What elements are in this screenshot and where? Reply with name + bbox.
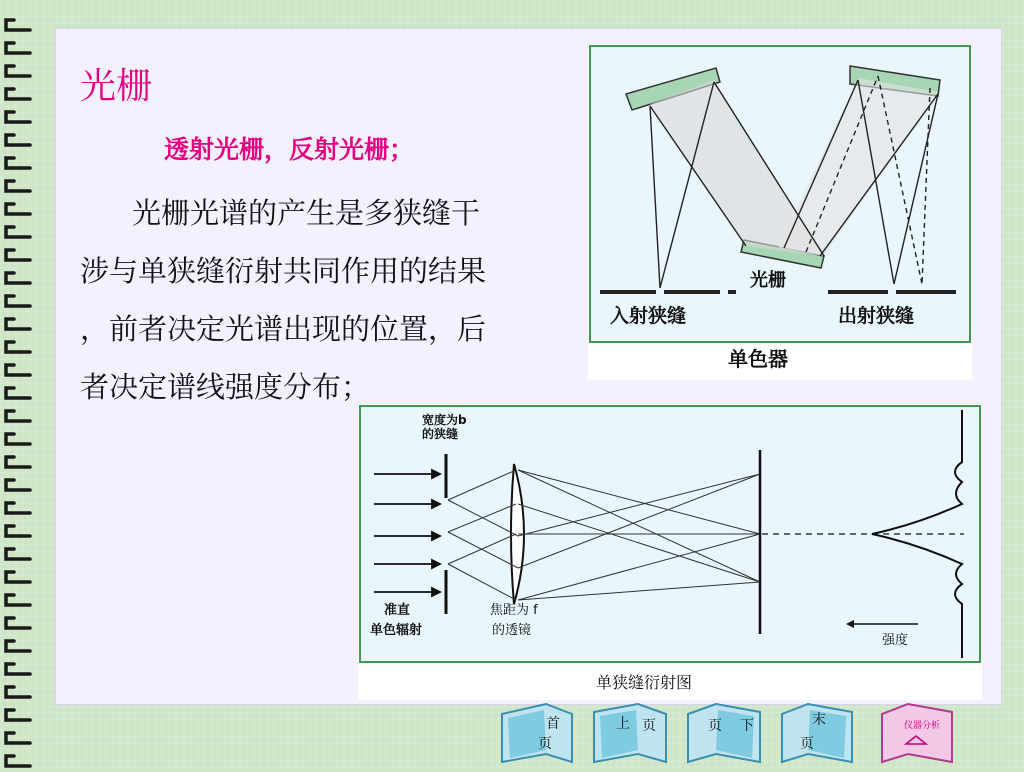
grating-label: 光栅	[750, 270, 786, 291]
binding-ring	[6, 618, 30, 628]
entrance-slit-label: 入射狭缝	[610, 305, 687, 327]
svg-text:页: 页	[800, 736, 814, 752]
binding-ring	[6, 549, 30, 559]
binding-ring	[6, 756, 30, 766]
body-line: 涉与单狭缝衍射共同作用的结果	[80, 254, 487, 288]
intensity-label: 强度	[882, 633, 909, 648]
svg-text:页: 页	[708, 718, 722, 734]
binding-ring	[6, 480, 30, 490]
body-line: 光栅光谱的产生是多狭缝干	[132, 196, 481, 230]
binding-ring	[6, 595, 30, 605]
slit-label: 宽度为b	[422, 413, 467, 427]
monochromator-diagram	[588, 44, 972, 380]
svg-text:页: 页	[538, 736, 552, 752]
binding-ring	[6, 273, 30, 283]
binding-ring	[6, 411, 30, 421]
binding-ring	[6, 641, 30, 651]
binding-ring	[6, 526, 30, 536]
slide-subtitle: 透射光栅，反射光栅；	[164, 135, 415, 164]
binding-ring	[6, 710, 30, 720]
next-page-button[interactable]	[688, 704, 760, 762]
binding-ring	[6, 204, 30, 214]
binding-ring	[6, 664, 30, 674]
binding-ring	[6, 365, 30, 375]
binding-ring	[6, 733, 30, 743]
slit-label: 的狭缝	[422, 427, 459, 441]
binding-ring	[6, 227, 30, 237]
body-line: 者决定谱线强度分布；	[80, 370, 371, 404]
exit-slit-label: 出射狭缝	[838, 305, 915, 327]
binding-ring	[6, 687, 30, 697]
source-label: 准直	[384, 603, 411, 618]
body-paragraph	[80, 184, 560, 416]
source-label: 单色辐射	[370, 623, 423, 638]
diffraction-figure	[358, 404, 982, 700]
svg-text:仪器分析: 仪器分析	[904, 721, 941, 731]
binding-ring	[6, 342, 30, 352]
binding-ring	[6, 89, 30, 99]
svg-text:末: 末	[812, 712, 826, 728]
binding-ring	[6, 319, 30, 329]
lens-label: 的透镜	[492, 623, 532, 638]
monochromator-figure	[588, 44, 972, 380]
diffraction-diagram	[358, 404, 982, 700]
binding-ring	[6, 388, 30, 398]
svg-text:首: 首	[546, 716, 560, 732]
svg-text:下: 下	[740, 718, 754, 734]
svg-text:页: 页	[642, 718, 656, 734]
diffraction-caption: 单狭缝衍射图	[596, 673, 693, 692]
binding-ring	[6, 43, 30, 53]
binding-ring	[6, 112, 30, 122]
svg-text:上: 上	[616, 716, 630, 732]
binding-ring	[6, 434, 30, 444]
binding-ring	[6, 66, 30, 76]
first-page-button[interactable]	[502, 704, 572, 762]
last-page-button[interactable]	[782, 704, 852, 762]
monochromator-caption: 单色器	[728, 347, 788, 371]
binding-ring	[6, 296, 30, 306]
binding-ring	[6, 503, 30, 513]
previous-page-button[interactable]	[594, 704, 666, 762]
binding-ring	[6, 457, 30, 467]
binding-ring	[6, 20, 30, 30]
binding-ring	[6, 572, 30, 582]
course-logo-button[interactable]	[882, 704, 952, 762]
binding-ring	[6, 158, 30, 168]
body-line: ，前者决定光谱出现的位置，后	[80, 312, 487, 346]
spiral-binding	[0, 0, 50, 768]
binding-ring	[6, 181, 30, 191]
binding-ring	[6, 135, 30, 145]
binding-ring	[6, 250, 30, 260]
slide-title: 光栅	[80, 66, 153, 107]
navigation-bar	[490, 700, 960, 768]
lens-label: 焦距为 f	[490, 603, 538, 618]
